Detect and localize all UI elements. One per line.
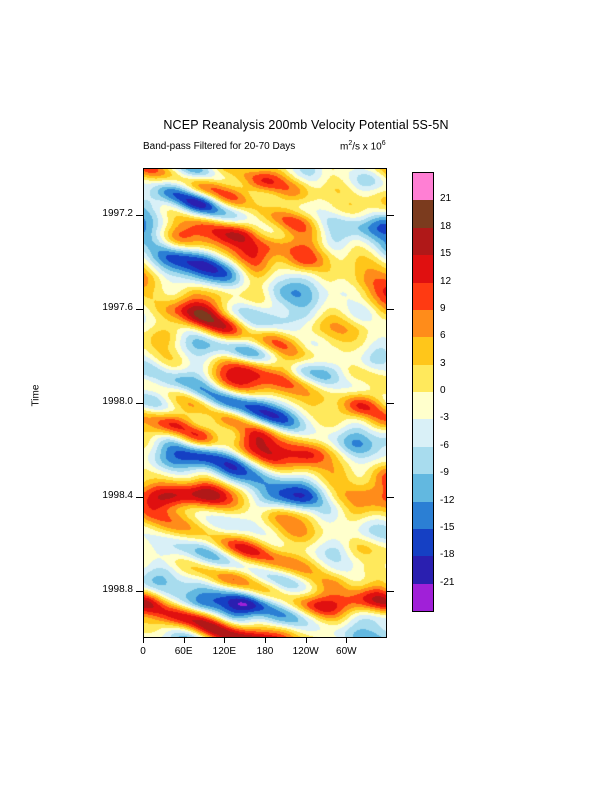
colorbar-tick-label: 9 <box>440 302 446 314</box>
colorbar-tick-label: 3 <box>440 357 446 369</box>
velocity-potential-field <box>144 169 387 638</box>
y-tick-mark <box>387 591 394 592</box>
x-tick-mark <box>306 638 307 643</box>
y-tick-mark <box>136 403 143 404</box>
y-tick-label: 1998.8 <box>102 584 133 595</box>
colorbar-segment <box>413 584 433 611</box>
y-tick-label: 1997.6 <box>102 302 133 313</box>
colorbar <box>412 172 434 612</box>
chart-subtitle: Band-pass Filtered for 20-70 Days <box>143 141 296 152</box>
colorbar-segment <box>413 474 433 501</box>
colorbar-tick-label: -18 <box>440 549 455 561</box>
x-tick-mark <box>184 638 185 643</box>
x-tick-label: 60E <box>174 646 193 657</box>
colorbar-tick-label: -3 <box>440 412 449 424</box>
units-exponent: 2 <box>348 140 353 147</box>
y-tick-mark <box>387 215 394 216</box>
x-tick-label: 0 <box>140 646 146 657</box>
x-tick-label: 120W <box>292 646 319 657</box>
x-tick-mark <box>346 638 347 643</box>
units-rest: /s x 10 <box>352 141 382 153</box>
y-tick-mark <box>387 403 394 404</box>
chart-title: NCEP Reanalysis 200mb Velocity Potential 5S-5N <box>163 118 449 132</box>
y-tick-label: 1997.2 <box>102 208 133 219</box>
colorbar-segment <box>413 173 433 200</box>
colorbar-segment <box>413 365 433 392</box>
x-tick-mark <box>143 638 144 643</box>
colorbar-tick-label: 18 <box>440 220 452 232</box>
y-tick-mark <box>136 591 143 592</box>
colorbar-segment <box>413 392 433 419</box>
units-label <box>340 140 386 152</box>
colorbar-segment <box>413 200 433 227</box>
colorbar-tick-label: -15 <box>440 521 455 533</box>
colorbar-segment <box>413 337 433 364</box>
colorbar-segment <box>413 556 433 583</box>
colorbar-segment <box>413 419 433 446</box>
colorbar-segment <box>413 447 433 474</box>
colorbar-tick-label: 21 <box>440 193 452 205</box>
x-tick-mark <box>265 638 266 643</box>
hovmoller-plot-area <box>143 168 387 638</box>
colorbar-tick-label: 15 <box>440 248 452 260</box>
x-tick-label: 60W <box>336 646 357 657</box>
y-tick-mark <box>387 497 394 498</box>
units-rest-exponent: 6 <box>381 140 386 147</box>
colorbar-segment <box>413 310 433 337</box>
y-tick-mark <box>387 309 394 310</box>
y-axis-label: Time <box>30 384 42 407</box>
colorbar-tick-label: -12 <box>440 494 455 506</box>
colorbar-tick-label: -9 <box>440 467 449 479</box>
colorbar-tick-label: 6 <box>440 330 446 342</box>
y-tick-mark <box>136 215 143 216</box>
colorbar-segment <box>413 529 433 556</box>
colorbar-segment <box>413 228 433 255</box>
x-tick-label: 120E <box>212 646 236 657</box>
colorbar-tick-label: -6 <box>440 439 449 451</box>
colorbar-tick-label: 0 <box>440 385 446 396</box>
colorbar-segment <box>413 255 433 282</box>
x-tick-mark <box>224 638 225 643</box>
colorbar-segment <box>413 283 433 310</box>
y-tick-mark <box>136 497 143 498</box>
units-base: m <box>340 141 349 153</box>
colorbar-tick-label: 12 <box>440 275 452 287</box>
y-tick-mark <box>136 309 143 310</box>
y-tick-label: 1998.4 <box>102 490 133 501</box>
x-tick-label: 180 <box>256 646 274 657</box>
colorbar-tick-label: -21 <box>440 576 455 588</box>
y-tick-label: 1998.0 <box>102 396 133 407</box>
colorbar-segment <box>413 502 433 529</box>
